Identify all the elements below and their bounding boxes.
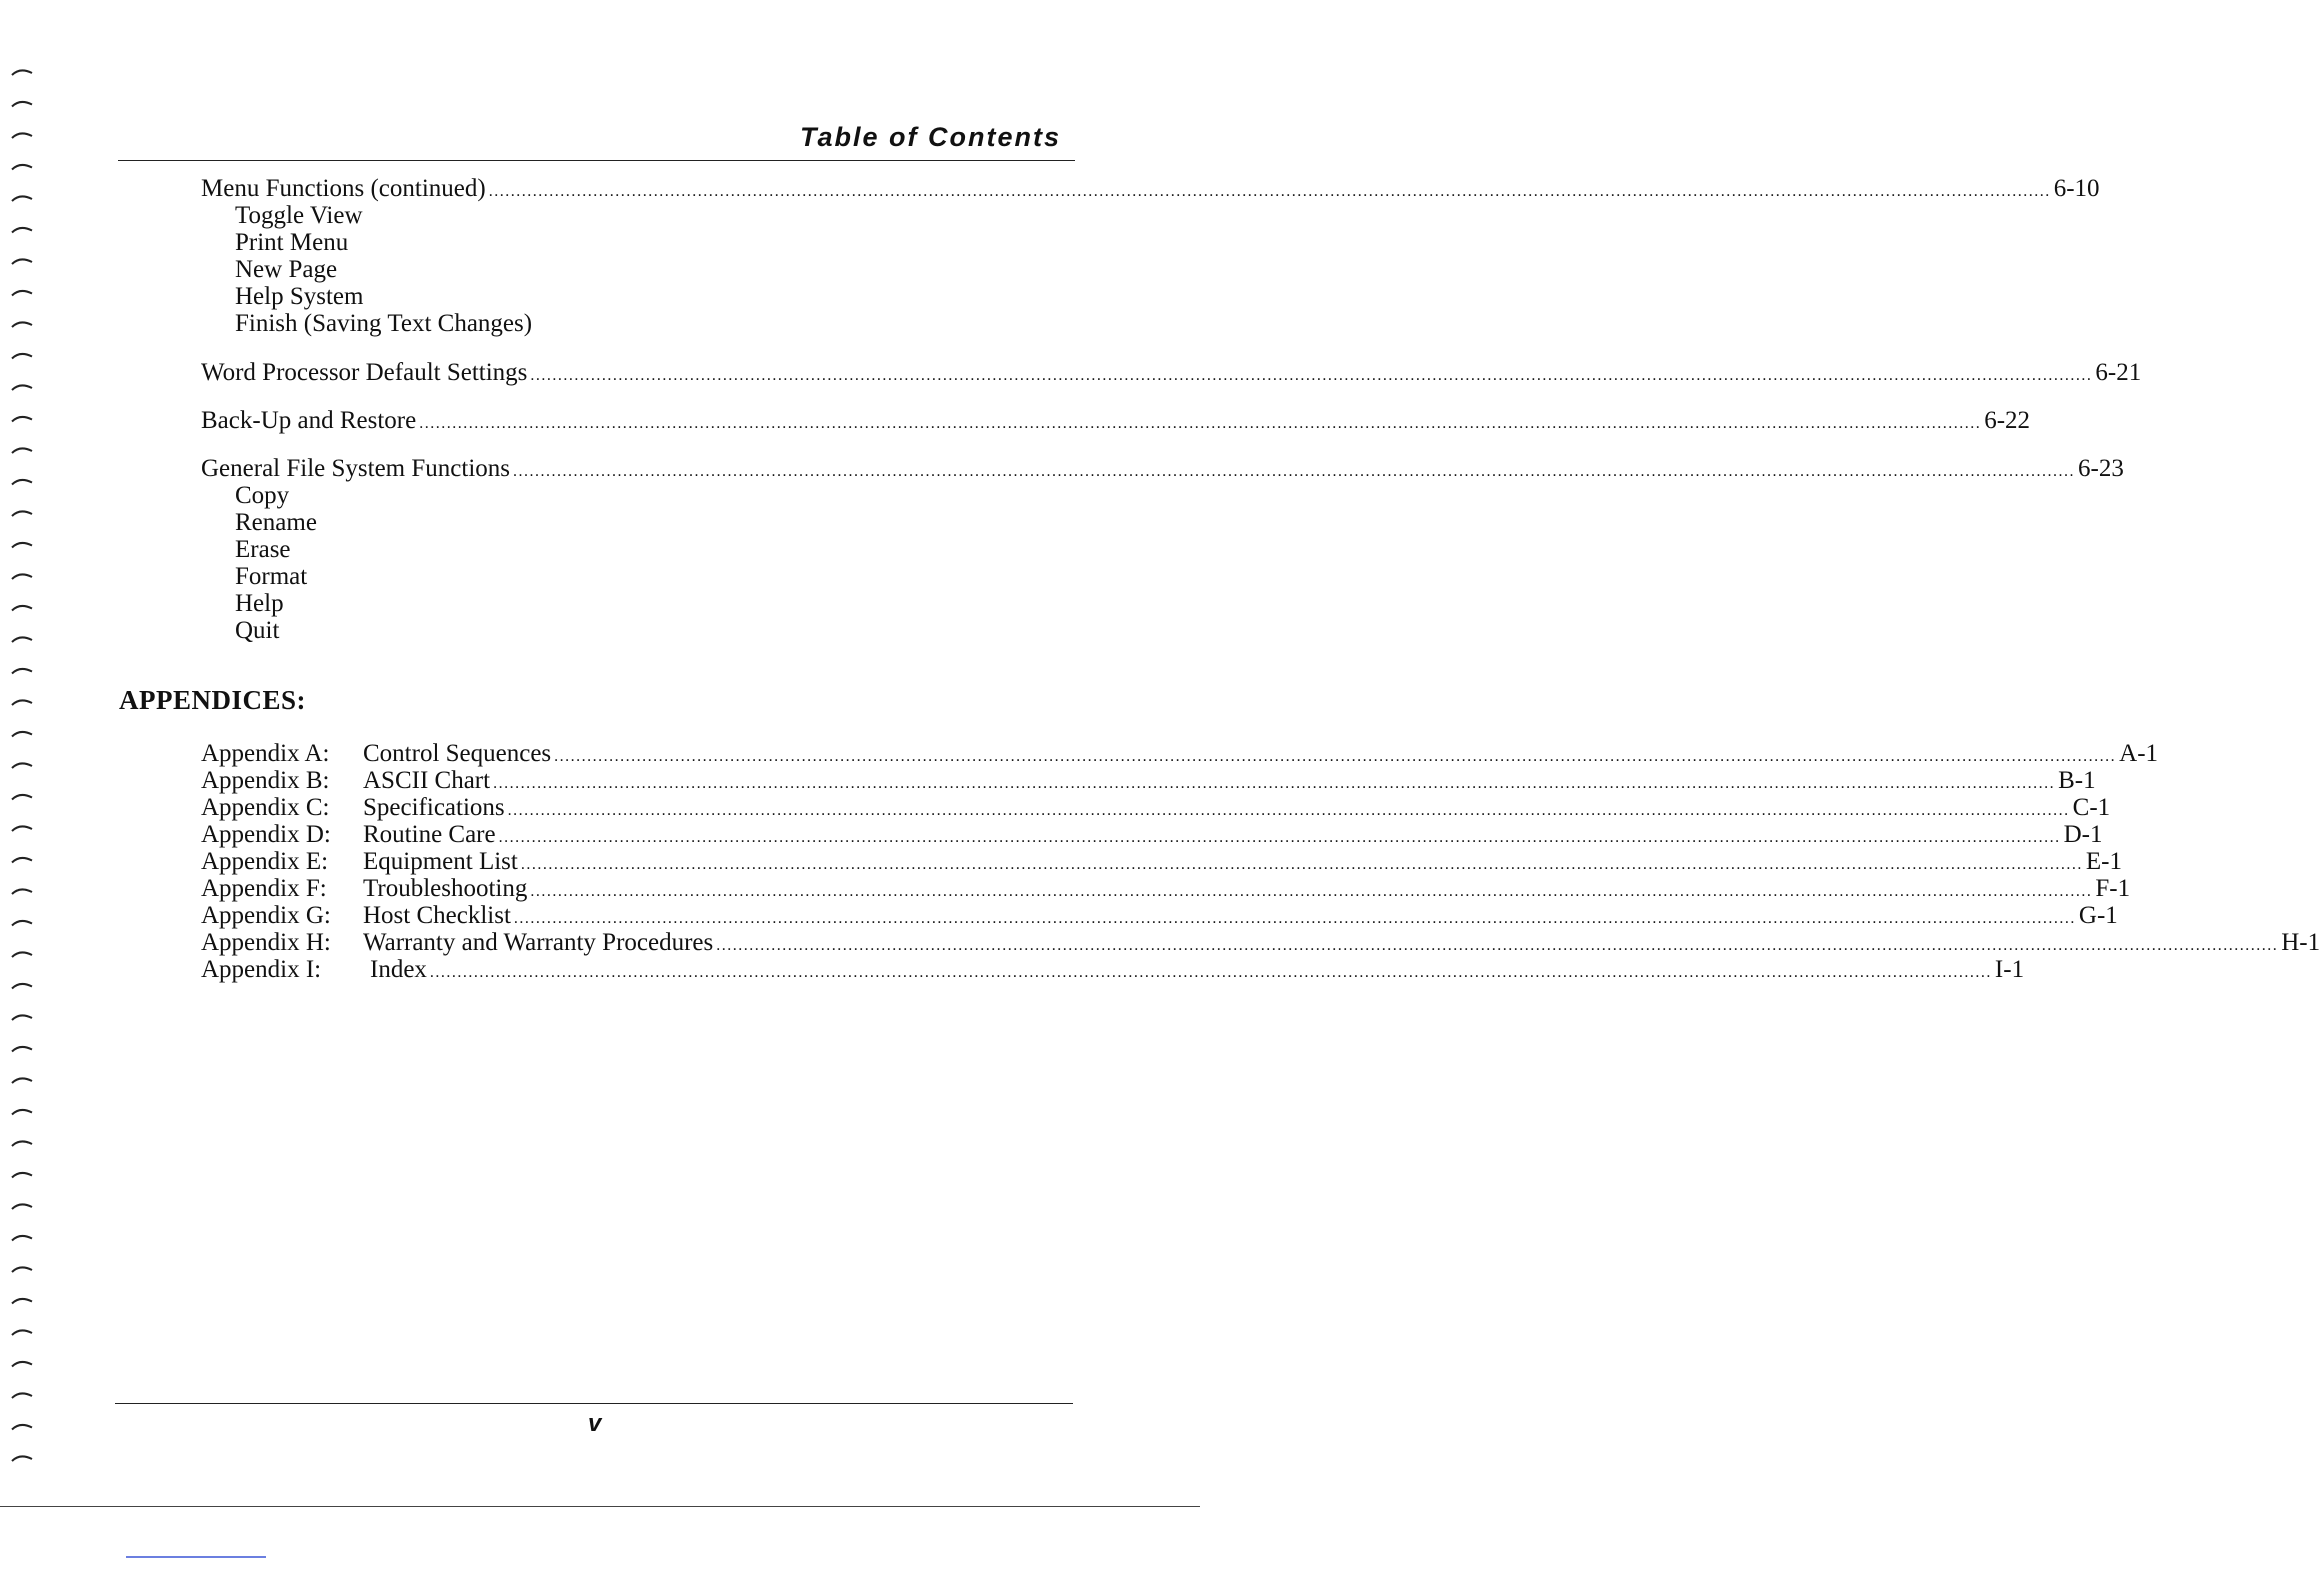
appendix-page: B-1 [2058, 767, 2096, 794]
dot-leader: ............................................................................................................................................................................................................................................................................................ [507, 802, 2070, 819]
appendix-page: C-1 [2072, 794, 2111, 821]
appendix-label: Appendix D: [201, 821, 331, 848]
binding-hole-mark [12, 228, 32, 233]
page-title: Table of Contents [800, 122, 1061, 152]
appendix-page: F-1 [2095, 875, 2131, 902]
binding-hole-mark [12, 259, 32, 264]
toc-subitem: Print Menu [235, 229, 349, 256]
appendix-title: Index [370, 956, 427, 983]
binding-hole-mark [12, 1047, 32, 1052]
toc-entry [201, 407, 2031, 434]
binding-hole-mark [12, 1393, 32, 1398]
binding-hole-mark [12, 1236, 32, 1241]
binding-hole-mark [12, 1267, 32, 1272]
toc-entry-page: 6-22 [1984, 407, 2031, 434]
appendix-page: I-1 [1994, 956, 2025, 983]
binding-hole-mark [12, 165, 32, 170]
binding-hole-mark [12, 952, 32, 957]
toc-subitem: Copy [235, 482, 290, 509]
appendix-label: Appendix E: [201, 848, 329, 875]
toc-subitem: Format [235, 563, 308, 590]
appendix-page: H-1 [2281, 929, 2320, 956]
page-number: v [588, 1410, 602, 1437]
toc-entry-title: Menu Functions (continued) [201, 175, 486, 202]
toc-section-word-processor-defaults [201, 359, 2142, 386]
dot-leader: ............................................................................................................................................................................................................................................................................................ [419, 415, 1982, 432]
binding-hole-mark [12, 763, 32, 768]
binding-hole-mark [12, 385, 32, 390]
dot-leader: ............................................................................................................................................................................................................................................................................................ [716, 937, 2279, 954]
toc-subitem: Finish (Saving Text Changes) [235, 310, 533, 337]
binding-hole-mark [12, 637, 32, 642]
toc-section-backup-restore [201, 407, 2031, 434]
appendix-entry [201, 821, 2103, 848]
appendix-label: Appendix A: [201, 740, 330, 767]
toc-subitem: Rename [235, 509, 317, 536]
binding-hole-mark [12, 196, 32, 201]
appendix-title: Routine Care [363, 821, 496, 848]
dot-leader: ............................................................................................................................................................................................................................................................................................ [530, 367, 2093, 384]
binding-hole-mark [12, 417, 32, 422]
appendix-entry [201, 956, 2025, 983]
toc-entry-title: Word Processor Default Settings [201, 359, 528, 386]
binding-hole-mark [12, 1141, 32, 1146]
appendix-entry [201, 740, 2159, 767]
toc-subitem: Help System [235, 283, 364, 310]
appendices-heading: APPENDICES: [119, 685, 307, 715]
binding-hole-mark [12, 291, 32, 296]
binding-hole-mark [12, 669, 32, 674]
toc-entry-page: 6-10 [2053, 175, 2100, 202]
appendix-page: G-1 [2078, 902, 2118, 929]
binding-hole-mark [12, 1078, 32, 1083]
appendix-label: Appendix G: [201, 902, 331, 929]
binding-hole-mark [12, 511, 32, 516]
binding-hole-mark [12, 1204, 32, 1209]
toc-subitem-list [201, 202, 986, 337]
dot-leader: ............................................................................................................................................................................................................................................................................................ [498, 829, 2061, 846]
binding-hole-mark [12, 448, 32, 453]
dot-leader: ............................................................................................................................................................................................................................................................................................ [493, 775, 2056, 792]
binding-hole-mark [12, 1425, 32, 1430]
dot-leader: ............................................................................................................................................................................................................................................................................................ [488, 183, 2051, 200]
toc-entry [201, 455, 2124, 482]
dot-leader: ............................................................................................................................................................................................................................................................................................ [513, 463, 2075, 480]
dot-leader: ............................................................................................................................................................................................................................................................................................ [429, 964, 1992, 981]
appendix-page: E-1 [2085, 848, 2122, 875]
appendix-entry [201, 902, 2118, 929]
binding-hole-mark [12, 795, 32, 800]
appendix-entry [201, 767, 2096, 794]
appendix-title: Control Sequences [363, 740, 552, 767]
binding-hole-mark [12, 1015, 32, 1020]
binding-hole-mark [12, 1173, 32, 1178]
appendix-entry [201, 929, 2320, 956]
dot-leader: ............................................................................................................................................................................................................................................................................................ [520, 856, 2083, 873]
binding-hole-mark [12, 732, 32, 737]
appendix-label: Appendix B: [201, 767, 330, 794]
binding-hole-mark [12, 1110, 32, 1115]
dot-leader: ............................................................................................................................................................................................................................................................................................ [513, 910, 2076, 927]
appendix-list [201, 740, 2320, 983]
appendix-page: D-1 [2063, 821, 2103, 848]
appendix-page: A-1 [2119, 740, 2159, 767]
toc-entry [201, 359, 2142, 386]
appendix-label: Appendix I: [201, 956, 322, 983]
toc-subitem: Quit [235, 617, 280, 644]
binding-hole-mark [12, 322, 32, 327]
toc-subitem: New Page [235, 256, 338, 283]
dot-leader: ............................................................................................................................................................................................................................................................................................ [554, 748, 2117, 765]
binding-hole-mark [12, 700, 32, 705]
appendix-label: Appendix F: [201, 875, 327, 902]
binding-hole-mark [12, 1456, 32, 1461]
scan-bottom-edge [0, 1506, 1200, 1507]
appendix-title: ASCII Chart [363, 767, 491, 794]
binding-hole-mark [12, 606, 32, 611]
binding-hole-mark [12, 102, 32, 107]
binding-hole-mark [12, 133, 32, 138]
binding-hole-mark [12, 826, 32, 831]
page-header [118, 118, 1075, 161]
appendix-title: Troubleshooting [363, 875, 528, 902]
binding-hole-mark [12, 543, 32, 548]
binding-hole-mark [12, 1330, 32, 1335]
toc-entry-title: General File System Functions [201, 455, 510, 482]
toc-subitem: Help [235, 590, 284, 617]
blue-underline-mark [126, 1556, 266, 1558]
binding-hole-mark [12, 921, 32, 926]
binding-hole-mark [12, 480, 32, 485]
appendix-label: Appendix H: [201, 929, 331, 956]
appendix-title: Equipment List [363, 848, 518, 875]
binding-hole-mark [12, 354, 32, 359]
toc-entry-title: Back-Up and Restore [201, 407, 417, 434]
binding-hole-mark [12, 984, 32, 989]
toc-entry-page: 6-21 [2095, 359, 2142, 386]
appendix-title: Specifications [363, 794, 505, 821]
appendix-entry [201, 848, 2122, 875]
appendix-entry [201, 794, 2111, 821]
toc-subitem: Erase [235, 536, 291, 563]
binding-hole-mark [12, 1362, 32, 1367]
binding-hole-mark [12, 70, 32, 75]
toc-entry-page: 6-23 [2078, 455, 2124, 482]
toc-entry [201, 175, 2100, 202]
appendix-entry [201, 875, 2131, 902]
appendix-title: Host Checklist [363, 902, 511, 929]
binding-hole-mark [12, 858, 32, 863]
binding-hole-marks [0, 0, 50, 1584]
toc-subitem: Toggle View [235, 202, 363, 229]
toc-subitem-list [201, 482, 986, 644]
toc-section-menu-functions [201, 175, 2100, 337]
appendix-label: Appendix C: [201, 794, 330, 821]
binding-hole-mark [12, 574, 32, 579]
binding-hole-mark [12, 1299, 32, 1304]
binding-hole-mark [12, 889, 32, 894]
dot-leader: ............................................................................................................................................................................................................................................................................................ [530, 883, 2093, 900]
appendix-title: Warranty and Warranty Procedures [363, 929, 714, 956]
toc-section-file-system-functions [201, 455, 2124, 644]
footer-rule [115, 1403, 1073, 1404]
